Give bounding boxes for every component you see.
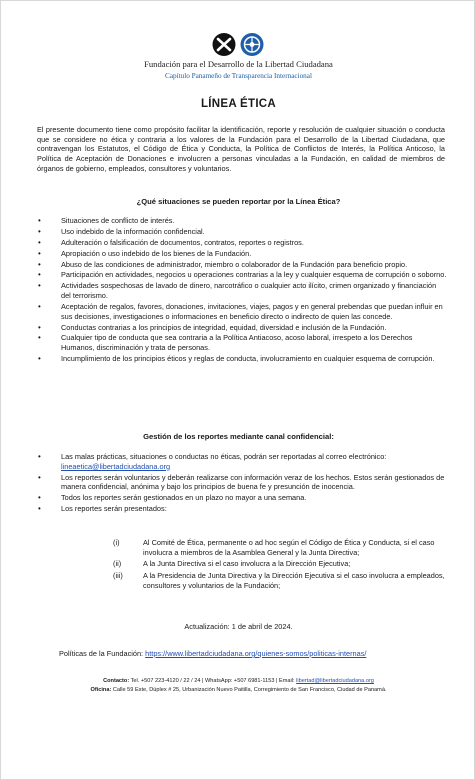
list-item: • Uso indebido de la información confidencial. — [37, 227, 447, 237]
office-label: Oficina: — [90, 687, 112, 693]
sub-list-item — [113, 538, 449, 557]
list-item: • Actividades sospechosas de lavado de dinero, narcotráfico o cualquier acto ilícito, crimen organizado y financiación del terrorismo. — [37, 281, 447, 300]
section1-heading: ¿Qué situaciones se pueden reportar por la Línea Ética? — [136, 197, 341, 206]
contact-label: Contacto: — [103, 678, 130, 684]
policies-line — [59, 649, 366, 658]
sub-list-text: A la Presidencia de Junta Directiva y la Dirección Ejecutiva si el caso involucra a empleados, consultores y voluntarios de la Fundación; — [143, 571, 445, 590]
footer-contact — [1, 677, 475, 695]
org-subtitle: Capítulo Panameño de Transparencia Internacional — [165, 72, 312, 80]
list-item: • Abuso de las condiciones de administrador, miembro o colaborador de la Fundación para beneficio propio. — [37, 260, 447, 270]
update-date: Actualización: 1 de abril de 2024. — [184, 622, 293, 631]
roman-numeral: (iii) — [113, 571, 123, 581]
list-item: • Situaciones de conflicto de interés. — [37, 216, 447, 226]
document-title: LÍNEA ÉTICA — [200, 98, 277, 110]
sub-list-item — [113, 571, 449, 590]
list-item: • Cualquier tipo de conducta que sea contraria a la Política Antiacoso, acoso laboral, irrespeto a los Derechos Humanos, discriminación y trata de personas. — [37, 333, 447, 352]
policies-link[interactable]: https://www.libertadciudadana.org/quienes-somos/politicas-internas/ — [145, 649, 367, 658]
list-item: • Adulteración o falsificación de documentos, contratos, reportes o registros. — [37, 238, 447, 248]
sub-list-text: Al Comité de Ética, permanente o ad hoc según el Código de Ética y Conducta, si el caso involucra a miembros de la Asamblea General y la Junta Directiva; — [143, 538, 435, 557]
roman-numeral: (ii) — [113, 559, 122, 569]
roman-numeral: (i) — [113, 538, 120, 547]
contact-text: Tel. +507 223-4120 / 22 / 24 | WhatsApp: +507 6981-1153 | Email: — [130, 678, 295, 684]
submission-bodies-list — [113, 538, 449, 593]
list-item: • Todos los reportes serán gestionados en un plazo no mayor a una semana. — [37, 493, 447, 503]
reportable-situations-list — [37, 216, 447, 365]
sub-list-item — [113, 559, 449, 569]
report-management-list — [37, 452, 447, 515]
ethics-email-link[interactable]: lineaetica@libertadciudadana.org — [61, 461, 171, 471]
intro-paragraph: El presente documento tiene como propósito facilitar la identificación, reporte y resolución de cualquier situación o conducta que se considere no ética y contraria a los valores de la Fundación para el Desarrollo de la Libertad Ciudadana, que contravengan los Estatutos, el Código de Ética y Conducta, la Política de Conflictos de Interés, la Política Anticoso, la Política de Aceptación de Donaciones e involucren a personas vinculadas a la Fundación, en calidad de miembros de órganos de gobierno, empleados, consultores y voluntarios. — [37, 125, 445, 173]
list-item: • Participación en actividades, negocios u operaciones contrarias a la ley y cualquier esquema de corrupción o soborno. — [37, 270, 447, 280]
list-item — [37, 452, 447, 471]
policies-label: Políticas de la Fundación: — [59, 649, 144, 658]
list-item: • Conductas contrarias a los principios de integridad, equidad, diversidad e inclusión de la Fundación. — [37, 323, 447, 333]
list-item: • Los reportes serán voluntarios y deberán realizarse con información veraz de los hechos. Estos serán gestionados de manera confidencial, anónima y bajo los principios de buena fe y presunción de inocencia. — [37, 473, 447, 492]
office-address: Calle 59 Este, Dúplex # 25, Urbanización Nuevo Paitilla, Corregimiento de San Francisco, Ciudad de Panamá. — [112, 687, 387, 693]
list-item: • Incumplimiento de los principios éticos y reglas de conducta, involucramiento en cualquier esquema de corrupción. — [37, 354, 447, 364]
section2-heading: Gestión de los reportes mediante canal confidencial: — [143, 432, 334, 441]
sub-list-text: A la Junta Directiva si el caso involucra a la Dirección Ejecutiva; — [143, 559, 351, 569]
contact-email-link[interactable]: libertad@libertadciudadana.org — [296, 678, 374, 684]
email-instruction-text: Las malas prácticas, situaciones o conductas no éticas, podrán ser reportadas al correo electrónico: — [61, 452, 387, 461]
foundation-logo-icon — [212, 32, 265, 57]
list-item: • Aceptación de regalos, favores, donaciones, invitaciones, viajes, pagos y en general prebendas que puedan influir en sus decisiones, investigaciones o informaciones en beneficio directo o indirecto de quien las concede. — [37, 302, 447, 321]
list-item: • Los reportes serán presentados: — [37, 504, 447, 514]
list-item: • Apropiación o uso indebido de los bienes de la Fundación. — [37, 249, 447, 259]
org-name: Fundación para el Desarrollo de la Libertad Ciudadana — [144, 59, 333, 69]
